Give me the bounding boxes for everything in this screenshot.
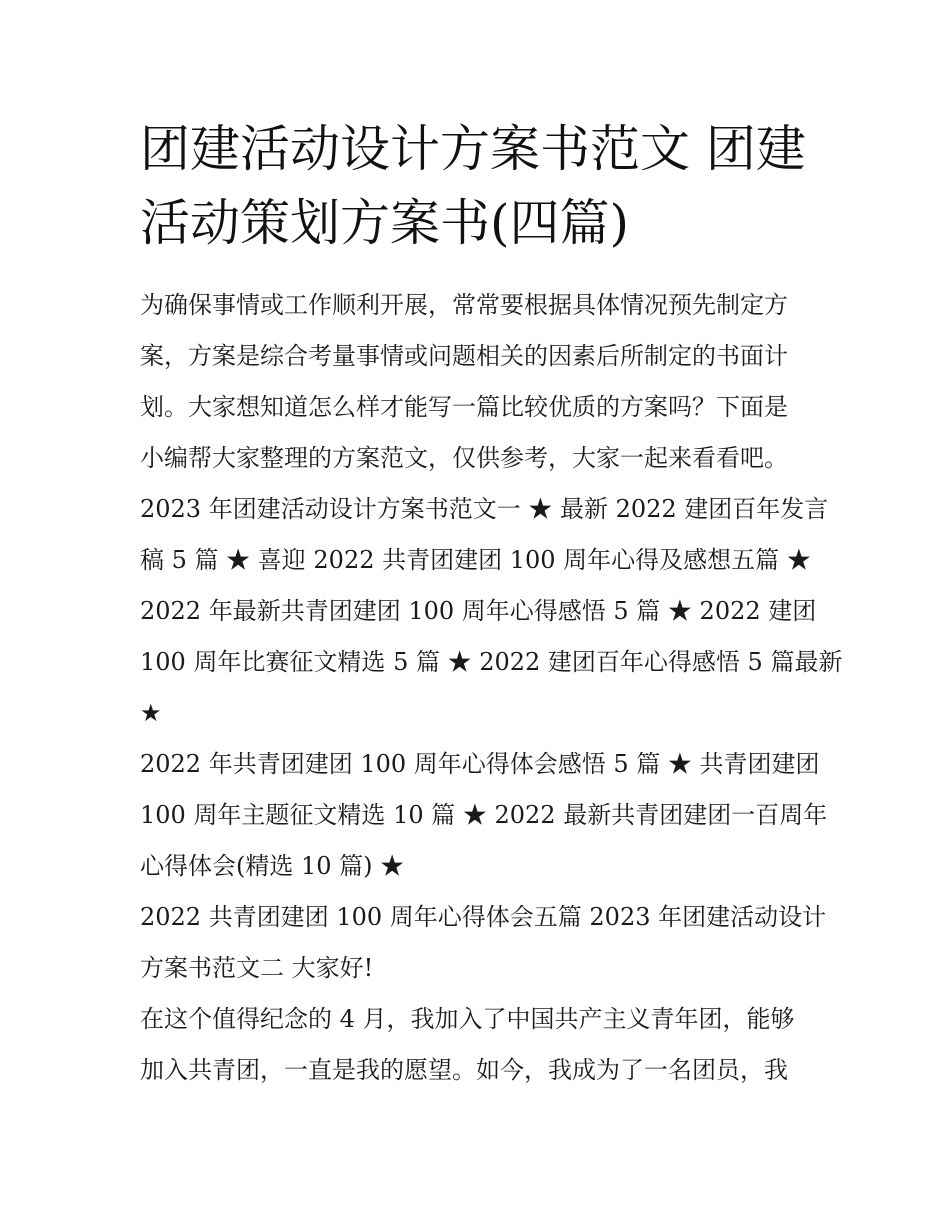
body-line: 2022 年共青团建团 100 周年心得体会感悟 5 篇 ★ 共青团建团 — [140, 750, 820, 778]
title-line-2: 活动策划方案书(四篇) — [140, 194, 630, 252]
body-line: 在这个值得纪念的 4 月，我加入了中国共产主义青年团，能够 — [140, 1005, 795, 1033]
body-line: 小编帮大家整理的方案范文，仅供参考，大家一起来看看吧。 — [140, 444, 788, 472]
body-line: 方案书范文二 大家好! — [140, 954, 374, 982]
body-line: ★ — [140, 699, 162, 727]
body-line: 2022 共青团建团 100 周年心得体会五篇 2023 年团建活动设计 — [140, 903, 827, 931]
document-content — [140, 112, 843, 1096]
body-line: 心得体会(精选 10 篇) ★ — [140, 852, 405, 880]
body-line: 为确保事情或工作顺利开展，常常要根据具体情况预先制定方 — [140, 291, 788, 319]
body-line: 100 周年主题征文精选 10 篇 ★ 2022 最新共青团建团一百周年 — [140, 801, 828, 829]
body-line: 2022 年最新共青团建团 100 周年心得感悟 5 篇 ★ 2022 建团 — [140, 597, 817, 625]
body-line: 稿 5 篇 ★ 喜迎 2022 共青团建团 100 周年心得及感想五篇 ★ — [140, 546, 811, 574]
title-line-1: 团建活动设计方案书范文 团建 — [140, 120, 806, 178]
document-title — [140, 112, 812, 260]
body-line: 加入共青团，一直是我的愿望。如今，我成为了一名团员，我 — [140, 1056, 788, 1084]
body-line: 案，方案是综合考量事情或问题相关的因素后所制定的书面计 — [140, 342, 788, 370]
body-line: 2023 年团建活动设计方案书范文一 ★ 最新 2022 建团百年发言 — [140, 495, 829, 523]
body-line: 100 周年比赛征文精选 5 篇 ★ 2022 建团百年心得感悟 5 篇最新 — [140, 648, 843, 676]
body-line: 划。大家想知道怎么样才能写一篇比较优质的方案吗？下面是 — [140, 393, 788, 421]
document-body — [140, 280, 843, 1096]
